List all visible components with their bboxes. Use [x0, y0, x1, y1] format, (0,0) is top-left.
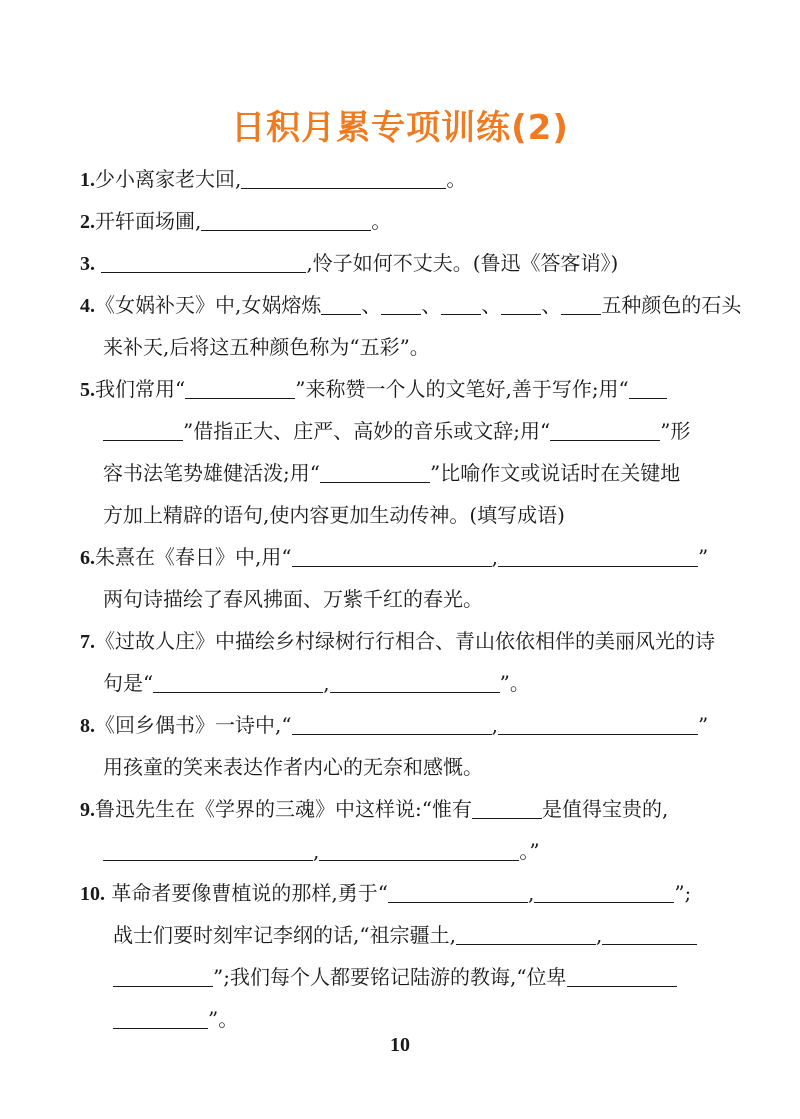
question-text: ,: [527, 881, 535, 905]
question-text: 朱熹在《春日》中,用“: [95, 545, 292, 569]
question-text: ,: [491, 713, 498, 737]
question-text: ,: [323, 671, 330, 695]
question-3: [80, 249, 618, 278]
page-number: 10: [390, 1034, 410, 1056]
question-text: 《女娲补天》中,女娲熔炼: [95, 293, 322, 317]
question-number: 6.: [80, 547, 95, 569]
answer-blank[interactable]: [321, 294, 361, 315]
question-text: ”。: [499, 671, 530, 695]
question-number: 4.: [80, 295, 95, 317]
question-text: ”比喻作文或说话时在关键地: [429, 461, 681, 485]
question-2: [80, 207, 391, 236]
question-text: 开轩面场圃,: [95, 209, 202, 233]
question-10-line-3: [113, 963, 677, 991]
question-text: 战士们要时刻牢记李纲的话,“祖宗疆土,: [113, 923, 456, 947]
question-4-line-1: [80, 291, 741, 320]
question-number: 8.: [80, 715, 95, 737]
answer-blank[interactable]: [292, 546, 492, 567]
answer-blank[interactable]: [441, 294, 481, 315]
question-text: ”: [697, 545, 709, 569]
question-number: 2.: [80, 211, 95, 233]
question-number: 5.: [80, 379, 95, 401]
question-text: ,: [491, 545, 498, 569]
question-text: 、: [541, 293, 562, 317]
question-text: 鲁迅先生在《学界的三魂》中这样说:“惟有: [95, 797, 472, 821]
question-number: 1.: [80, 169, 95, 191]
answer-blank[interactable]: [330, 672, 500, 693]
question-6-line-2: [103, 585, 483, 613]
question-text: 我们常用“: [95, 377, 186, 401]
answer-blank[interactable]: [185, 378, 295, 399]
answer-blank[interactable]: [456, 924, 596, 945]
answer-blank[interactable]: [103, 420, 183, 441]
question-number: 7.: [80, 631, 95, 653]
page-title: 日积月累专项训练(2): [231, 108, 569, 148]
question-text: ”形: [660, 419, 691, 443]
question-5-line-2: [103, 417, 690, 445]
question-text: 句是“: [103, 671, 154, 695]
question-6-line-1: [80, 543, 708, 572]
question-text: 《回乡偶书》一诗中,“: [95, 713, 292, 737]
question-text: 《过故人庄》中描绘乡村绿树行行相合、青山依依相伴的美丽风光的诗: [95, 629, 715, 653]
answer-blank[interactable]: [201, 210, 371, 231]
question-text: 用孩童的笑来表达作者内心的无奈和感慨。: [103, 755, 483, 779]
question-text: 革命者要像曹植说的那样,勇于“: [111, 881, 388, 905]
question-7-line-2: [103, 669, 530, 697]
answer-blank[interactable]: [498, 714, 698, 735]
answer-blank[interactable]: [241, 168, 446, 189]
question-text: ”: [697, 713, 709, 737]
answer-blank[interactable]: [550, 420, 660, 441]
question-7-line-1: [80, 627, 715, 656]
answer-blank[interactable]: [472, 798, 542, 819]
question-text: 方加上精辟的语句,使内容更加生动传神。(填写成语): [103, 503, 565, 527]
question-text: 、: [361, 293, 382, 317]
question-text: ,怜子如何不丈夫。(鲁迅《答客诮》): [306, 251, 619, 275]
answer-blank[interactable]: [501, 294, 541, 315]
question-9-line-2: [103, 837, 540, 865]
answer-blank[interactable]: [534, 882, 674, 903]
answer-blank[interactable]: [388, 882, 528, 903]
question-10-line-4: [113, 1005, 238, 1033]
question-text: ”借指正大、庄严、高妙的音乐或文辞;用“: [183, 419, 551, 443]
answer-blank[interactable]: [602, 924, 697, 945]
question-text: 。: [446, 167, 467, 191]
question-number: 9.: [80, 799, 95, 821]
question-text: 。: [371, 209, 392, 233]
question-text: 、: [421, 293, 442, 317]
question-text: ,: [595, 923, 603, 947]
question-text: 是值得宝贵的,: [541, 797, 669, 821]
question-text: 、: [481, 293, 502, 317]
question-text: 容书法笔势雄健活泼;用“: [103, 461, 320, 485]
question-text: 两句诗描绘了春风拂面、万紫千红的春光。: [103, 587, 483, 611]
question-text: ”;我们每个人都要铭记陆游的教诲,“位卑: [213, 965, 567, 989]
question-5-line-4: [103, 501, 565, 529]
question-text: 五种颜色的石头: [601, 293, 742, 317]
question-text: ,: [313, 839, 320, 863]
question-10-line-1: [80, 879, 691, 908]
answer-blank[interactable]: [153, 672, 323, 693]
question-number: 10.: [80, 883, 105, 905]
answer-blank[interactable]: [629, 378, 667, 399]
question-text: 。”: [519, 839, 540, 863]
question-number: 3.: [80, 253, 95, 275]
question-text: 少小离家老大回,: [95, 167, 242, 191]
question-text: ”。: [208, 1007, 239, 1031]
question-1: [80, 165, 466, 194]
answer-blank[interactable]: [498, 546, 698, 567]
question-4-line-2: [103, 333, 430, 361]
answer-blank[interactable]: [381, 294, 421, 315]
question-5-line-1: [80, 375, 667, 404]
answer-blank[interactable]: [103, 840, 313, 861]
answer-blank[interactable]: [567, 966, 677, 987]
question-text: ”;: [674, 881, 692, 905]
answer-blank[interactable]: [292, 714, 492, 735]
answer-blank[interactable]: [101, 252, 306, 273]
answer-blank[interactable]: [561, 294, 601, 315]
answer-blank[interactable]: [320, 462, 430, 483]
answer-blank[interactable]: [113, 1008, 208, 1029]
answer-blank[interactable]: [113, 966, 213, 987]
question-5-line-3: [103, 459, 680, 487]
question-8-line-1: [80, 711, 708, 740]
question-8-line-2: [103, 753, 483, 781]
answer-blank[interactable]: [319, 840, 519, 861]
question-text: ”来称赞一个人的文笔好,善于写作;用“: [295, 377, 629, 401]
question-9-line-1: [80, 795, 668, 824]
question-10-line-2: [113, 921, 697, 949]
question-text: 来补天,后将这五种颜色称为“五彩”。: [103, 335, 430, 359]
